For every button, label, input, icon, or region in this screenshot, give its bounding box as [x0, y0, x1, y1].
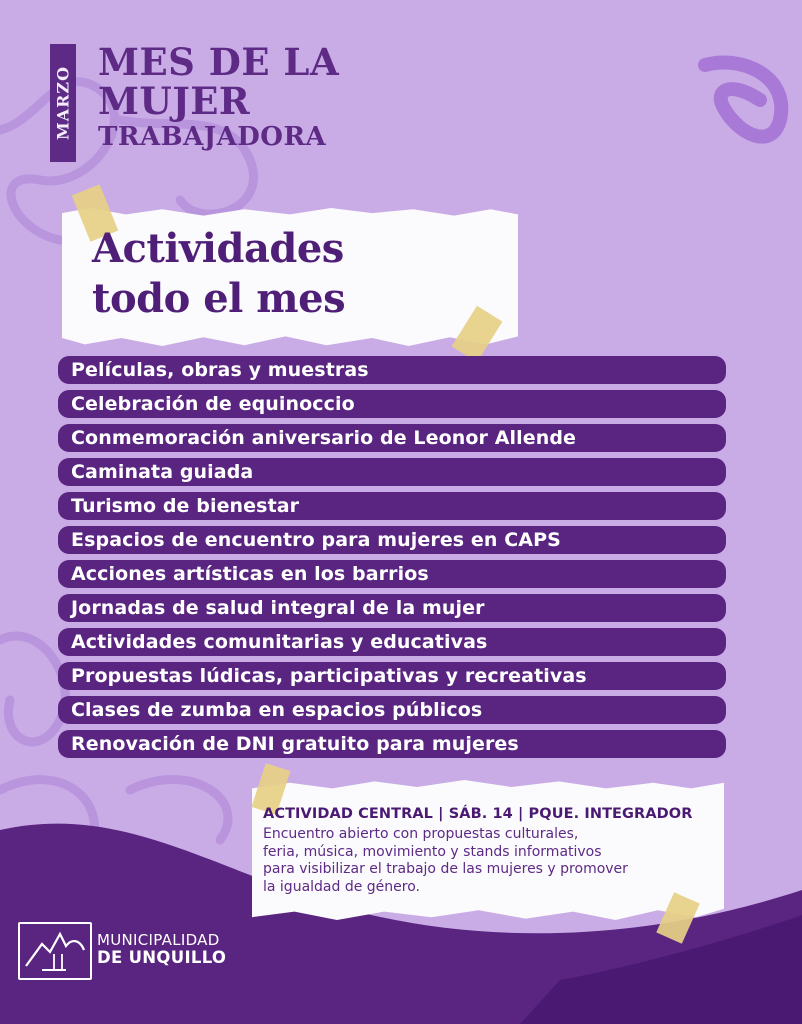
logo-line-1: MUNICIPALIDAD [97, 931, 220, 949]
title-line-3: TRABAJADORA [98, 122, 327, 152]
month-tag-label: MARZO [53, 65, 73, 141]
municipal-logo-icon [18, 922, 92, 980]
activities-list [58, 356, 726, 764]
activity-item: Jornadas de salud integral de la mujer [58, 594, 726, 622]
page-title [98, 40, 340, 152]
activity-item: Acciones artísticas en los barrios [58, 560, 726, 588]
activities-heading-line-1: Actividades [92, 225, 344, 272]
activities-heading [92, 224, 345, 324]
central-activity-description [263, 826, 723, 896]
activity-item: Propuestas lúdicas, participativas y recreativas [58, 662, 726, 690]
activity-item: Actividades comunitarias y educativas [58, 628, 726, 656]
activity-item: Conmemoración aniversario de Leonor Allende [58, 424, 726, 452]
logo-line-2: DE UNQUILLO [97, 947, 227, 967]
title-line-2: MUJER [98, 79, 251, 123]
municipal-logo-text [97, 932, 226, 967]
activity-item: Clases de zumba en espacios públicos [58, 696, 726, 724]
description-line: la igualdad de género. [263, 878, 420, 895]
central-activity-title: ACTIVIDAD CENTRAL | SÁB. 14 | PQUE. INTEGRADOR [263, 806, 693, 822]
title-line-1: MES DE LA [98, 40, 340, 84]
description-line: Encuentro abierto con propuestas culturales, [263, 826, 579, 842]
activity-item: Caminata guiada [58, 458, 726, 486]
activity-item: Películas, obras y muestras [58, 356, 726, 384]
activity-item: Turismo de bienestar [58, 492, 726, 520]
description-line: para visibilizar el trabajo de las mujeres y promover [263, 861, 628, 877]
description-line: feria, música, movimiento y stands informativos [263, 843, 602, 860]
activity-item: Celebración de equinoccio [58, 390, 726, 418]
activity-item: Espacios de encuentro para mujeres en CAPS [58, 526, 726, 554]
activities-heading-line-2: todo el mes [92, 275, 346, 322]
activity-item: Renovación de DNI gratuito para mujeres [58, 730, 726, 758]
